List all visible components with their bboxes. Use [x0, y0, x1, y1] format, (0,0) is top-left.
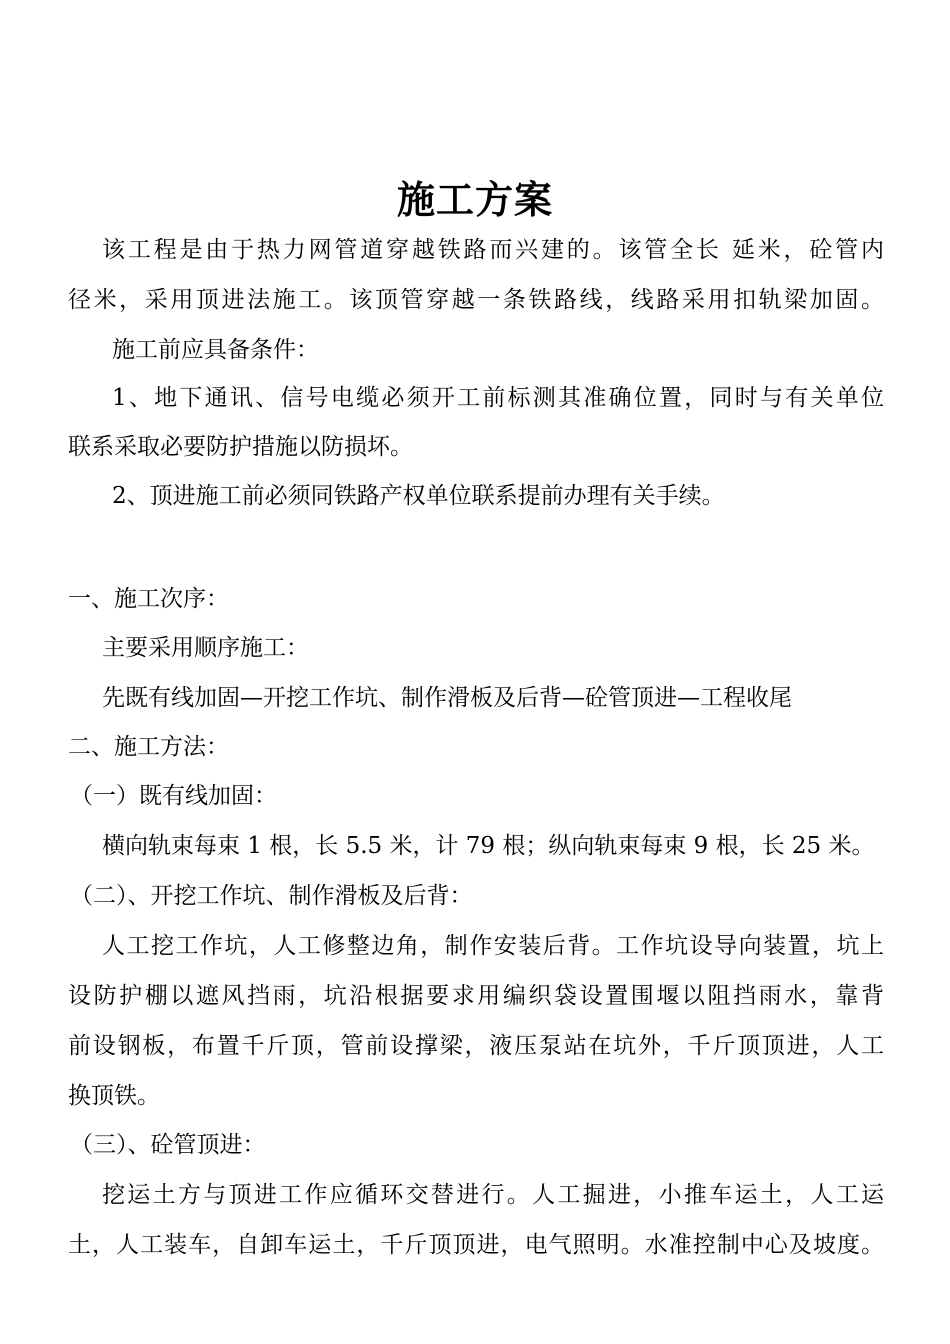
prereq-item-1-line-1: 1、地下通讯、信号电缆必须开工前标测其准确位置，同时与有关单位: [112, 385, 884, 411]
prereq-heading: 施工前应具备条件：: [112, 337, 319, 363]
subsection-2-line-4: 换顶铁。: [68, 1083, 160, 1109]
subsection-2-heading: （二）、开挖工作坑、制作滑板及后背：: [70, 883, 473, 909]
subsection-1-heading: （一）既有线加固：: [70, 783, 277, 809]
subsection-2-line-1: 人工挖工作坑，人工修整边角，制作安装后背。工作坑设导向装置，坑上: [102, 933, 884, 959]
section-2-heading: 二、施工方法：: [68, 734, 229, 760]
prereq-item-1-line-2: 联系采取必要防护措施以防损坏。: [68, 434, 413, 460]
intro-line-1: 该工程是由于热力网管道穿越铁路而兴建的。该管全长 延米，砼管内: [102, 237, 884, 263]
prereq-item-2: 2、顶进施工前必须同铁路产权单位联系提前办理有关手续。: [112, 483, 725, 509]
subsection-1-line-1: 横向轨束每束 1 根，长 5.5 米，计 79 根；纵向轨束每束 9 根，长 25 米。: [102, 833, 875, 859]
intro-line-2: 径米，采用顶进法施工。该顶管穿越一条铁路线，线路采用扣轨梁加固。: [68, 287, 884, 313]
subsection-3-line-2: 土，人工装车，自卸车运土，千斤顶顶进，电气照明。水准控制中心及坡度。: [68, 1232, 884, 1258]
subsection-3-line-1: 挖运土方与顶进工作应循环交替进行。人工掘进，小推车运土，人工运: [102, 1182, 884, 1208]
document-title: 施工方案: [396, 177, 553, 222]
subsection-2-line-3: 前设钢板，布置千斤顶，管前设撑梁，液压泵站在坑外，千斤顶顶进，人工: [68, 1033, 884, 1059]
section-1-line-1: 主要采用顺序施工：: [102, 635, 309, 661]
section-1-line-2: 先既有线加固—开挖工作坑、制作滑板及后背—砼管顶进—工程收尾: [102, 685, 792, 711]
section-1-heading: 一、施工次序：: [68, 586, 229, 612]
subsection-2-line-2: 设防护棚以遮风挡雨，坑沿根据要求用编织袋设置围堰以阻挡雨水，靠背: [68, 983, 884, 1009]
subsection-3-heading: （三）、砼管顶进：: [70, 1132, 266, 1158]
